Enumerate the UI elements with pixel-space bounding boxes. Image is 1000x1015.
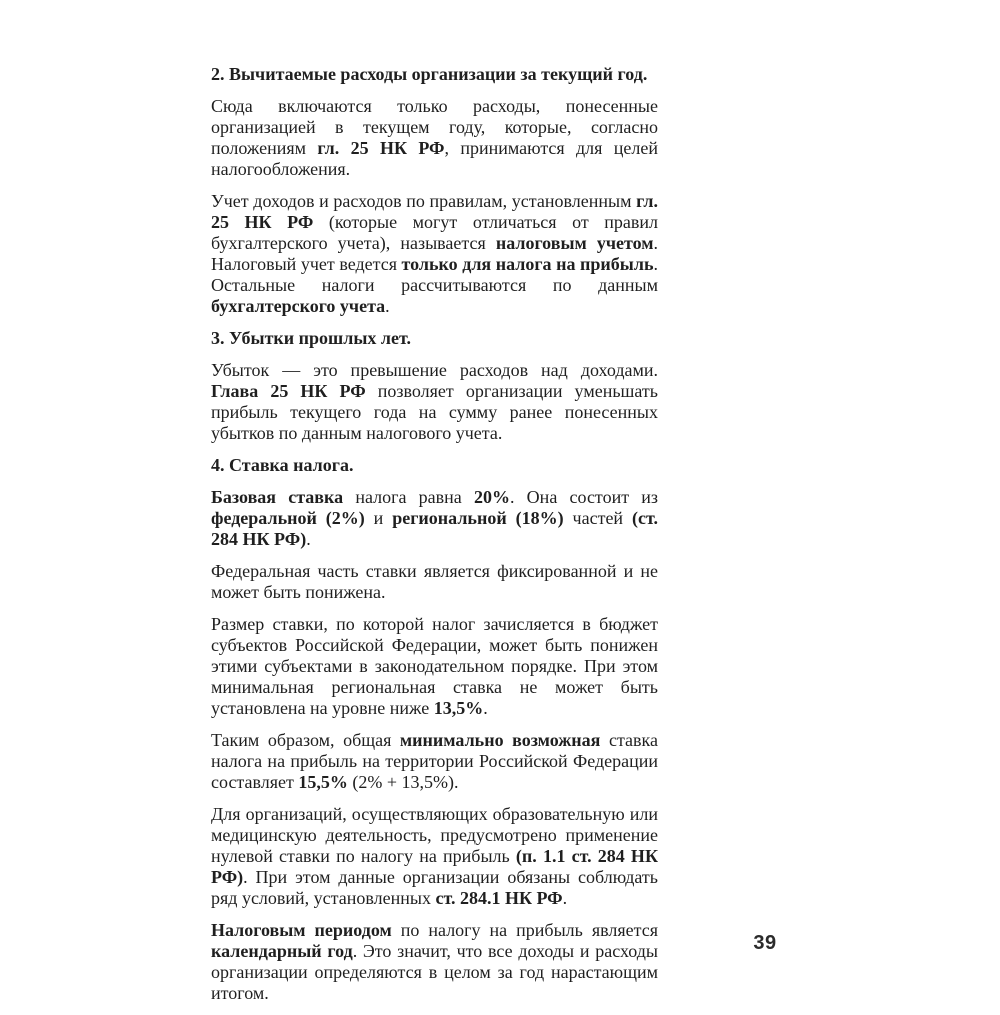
body-text: позволяет организации уменьшать прибыль текущего года на сумму ранее понесенных убытков по данным налогового учета. xyxy=(211,381,658,443)
body-text: . xyxy=(306,529,311,549)
body-text: Учет доходов и расходов по правилам, установленным xyxy=(211,191,637,211)
emphasis-text: 13,5% xyxy=(433,698,484,718)
emphasis-text: 3. Убытки прошлых лет. xyxy=(211,328,411,348)
body-text: ставка налога на прибыль на территории Российской Федерации составляет xyxy=(211,730,658,792)
paragraph xyxy=(211,561,658,603)
emphasis-text: только для налога на прибыль xyxy=(401,254,654,274)
body-text: (которые могут отличаться от правил бухгалтерского учета), называется xyxy=(211,212,658,253)
emphasis-text: Базовая ставка xyxy=(211,487,344,507)
body-text: . xyxy=(562,888,568,908)
body-text: . Это значит, что все доходы и расходы организации определяются в целом за год нарастающим итогом. xyxy=(211,941,658,1003)
body-text: Федеральная часть ставки является фиксированной и не может быть понижена. xyxy=(211,561,658,602)
body-text: (2% + 13,5%). xyxy=(347,772,459,792)
paragraph xyxy=(211,804,658,909)
emphasis-text: Налоговым периодом xyxy=(211,920,392,940)
paragraph xyxy=(211,191,658,317)
emphasis-text: гл. 25 НК РФ xyxy=(211,191,658,232)
body-text: , принимаются для целей налогообложения. xyxy=(211,138,659,179)
emphasis-text: (п. 1.1 ст. 284 НК РФ) xyxy=(211,846,658,887)
body-text: . xyxy=(385,296,390,316)
emphasis-text: гл. 25 НК РФ xyxy=(317,138,445,158)
body-text: частей xyxy=(563,508,632,528)
body-text: по налогу на прибыль является xyxy=(391,920,658,940)
section-heading xyxy=(211,64,658,85)
body-text: Для организаций, осуществляющих образовательную или медицинскую деятельность, предусмотрено применение нулевой ставки по налогу на прибыль xyxy=(211,804,658,866)
paragraph xyxy=(211,730,658,793)
emphasis-text: региональной (18%) xyxy=(392,508,564,528)
body-text: Таким образом, общая xyxy=(211,730,400,750)
body-text: . Остальные налоги рассчитываются по данным xyxy=(211,254,658,295)
emphasis-text: налоговым учетом xyxy=(495,233,654,253)
paragraph xyxy=(211,96,658,180)
emphasis-text: Глава 25 НК РФ xyxy=(211,381,366,401)
emphasis-text: ст. 284.1 НК РФ xyxy=(435,888,563,908)
emphasis-text: 15,5% xyxy=(298,772,348,792)
page-number: 39 xyxy=(753,932,777,954)
body-text: . Налоговый учет ведется xyxy=(211,233,658,274)
body-text: . При этом данные организации обязаны соблюдать ряд условий, установленных xyxy=(211,867,658,908)
section-heading xyxy=(211,455,658,476)
body-text: Убыток — это превышение расходов над доходами. xyxy=(211,360,658,380)
paragraph xyxy=(211,487,658,550)
emphasis-text: федеральной (2%) xyxy=(211,508,365,528)
emphasis-text: минимально возможная xyxy=(399,730,601,750)
emphasis-text: 4. Ставка налога. xyxy=(211,455,354,475)
emphasis-text: 2. Вычитаемые расходы организации за текущий год. xyxy=(211,64,648,84)
text-column xyxy=(211,64,658,1015)
emphasis-text: 20% xyxy=(473,487,510,507)
paragraph xyxy=(211,920,658,1004)
body-text: Размер ставки, по которой налог зачисляется в бюджет субъектов Российской Федерации, может быть понижен этими субъектами в законодательном порядке. При этом минимальная региональная ставка не может быть установлена на уровне ниже xyxy=(211,614,658,718)
section-heading xyxy=(211,328,658,349)
paragraph xyxy=(211,360,658,444)
body-text: . Она состоит из xyxy=(509,487,659,507)
emphasis-text: бухгалтерского учета xyxy=(211,296,386,316)
body-text: . xyxy=(483,698,488,718)
emphasis-text: календарный год xyxy=(211,941,353,961)
body-text: и xyxy=(364,508,393,528)
body-text: налога равна xyxy=(343,487,474,507)
emphasis-text: (ст. 284 НК РФ) xyxy=(211,508,658,549)
body-text: Сюда включаются только расходы, понесенные организацией в текущем году, которые, согласно положениям xyxy=(211,96,658,158)
paragraph xyxy=(211,614,658,719)
